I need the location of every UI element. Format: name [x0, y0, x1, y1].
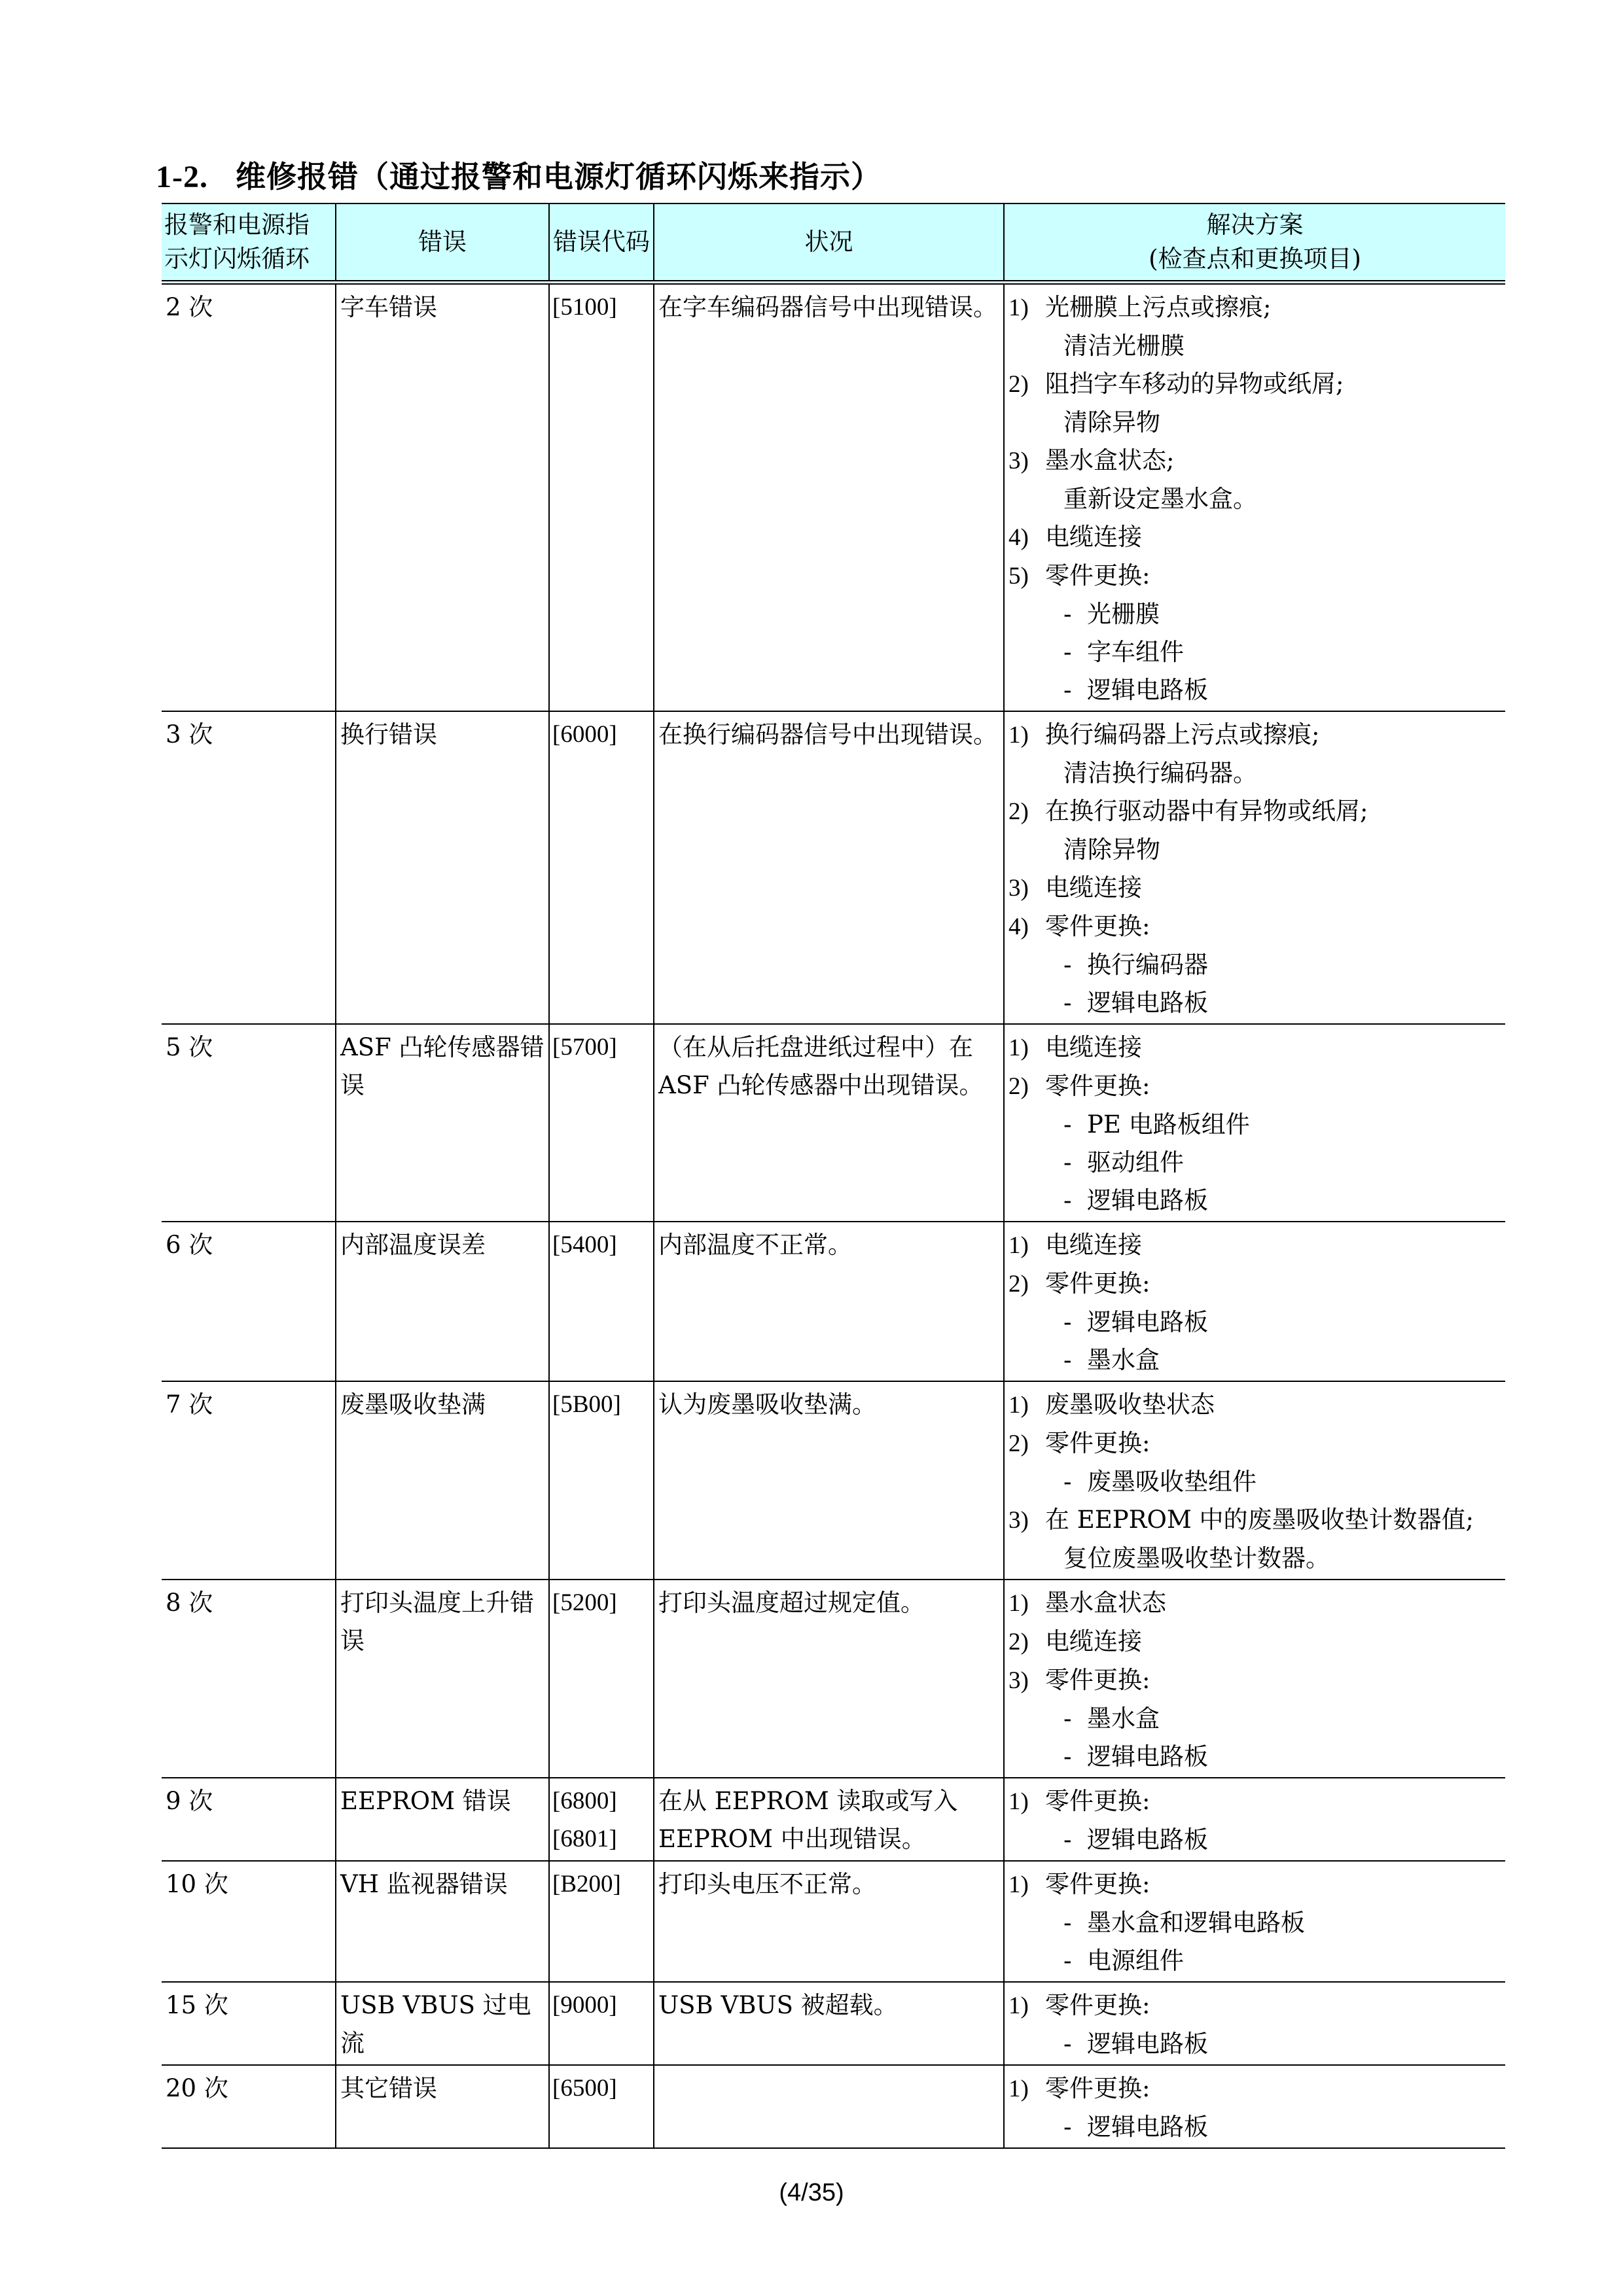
step-number: 1) — [1008, 722, 1029, 749]
error-cell: EEPROM 错误 — [336, 1778, 549, 1861]
step-text: 电缆连接 — [1045, 874, 1142, 902]
section-number: 1-2. — [156, 160, 208, 194]
error-cell: 其它错误 — [336, 2065, 549, 2148]
table-row — [162, 1222, 1505, 1381]
solution-step — [1008, 442, 1501, 480]
table-row — [162, 1024, 1505, 1222]
solution-step — [1008, 1782, 1501, 1821]
table-row — [162, 1778, 1505, 1861]
header-solution: 解决方案 (检查点和更换项目) — [1004, 203, 1505, 283]
step-number: 4) — [1008, 524, 1029, 551]
replacement-part: - 逻辑电路板 — [1008, 1303, 1501, 1341]
step-number: 2) — [1008, 798, 1029, 825]
error-cell: USB VBUS 过电流 — [336, 1982, 549, 2065]
solution-step — [1008, 1623, 1501, 1661]
remedy-action: 清除异物 — [1063, 408, 1160, 436]
step-text: 电缆连接 — [1045, 1627, 1142, 1655]
step-number: 2) — [1008, 1271, 1029, 1298]
blink-count-cell: 15 次 — [162, 1982, 336, 2065]
replacement-part: - PE 电路板组件 — [1008, 1106, 1501, 1144]
error-code: [6000] — [552, 721, 617, 748]
step-text: 电缆连接 — [1045, 523, 1142, 551]
step-number: 5) — [1008, 563, 1029, 590]
page-number: (4/35) — [779, 2179, 844, 2206]
step-text: 零件更换: — [1045, 1787, 1150, 1815]
solution-step — [1008, 557, 1501, 595]
replacement-part: - 电源组件 — [1008, 1942, 1501, 1980]
replacement-part: - 逻辑电路板 — [1008, 2108, 1501, 2146]
replacement-part: - 废墨吸收垫组件 — [1008, 1463, 1501, 1501]
step-text: 零件更换: — [1045, 2074, 1150, 2102]
solution-step — [1008, 1865, 1501, 1904]
replacement-part: - 逻辑电路板 — [1008, 1738, 1501, 1776]
section-title: 维修报错（通过报警和电源灯循环闪烁来指示） — [235, 159, 882, 194]
replacement-part: - 逻辑电路板 — [1008, 1182, 1501, 1220]
blink-count-cell: 2 次 — [162, 283, 336, 712]
solution-step — [1008, 792, 1501, 831]
solution-cell — [1004, 1982, 1505, 2065]
condition-cell: 打印头电压不正常。 — [654, 1861, 1004, 1982]
table-body — [162, 283, 1505, 2149]
solution-cell — [1004, 1861, 1505, 1982]
solution-cell — [1004, 283, 1505, 712]
blink-count-cell: 9 次 — [162, 1778, 336, 1861]
step-text: 墨水盒状态; — [1045, 446, 1175, 474]
step-text: 墨水盒状态 — [1045, 1589, 1166, 1617]
table-row — [162, 711, 1505, 1024]
step-text: 零件更换: — [1045, 1429, 1150, 1457]
remedy-action: 清洁光栅膜 — [1063, 332, 1185, 360]
header-error: 错误 — [336, 203, 549, 283]
solution-cell — [1004, 1381, 1505, 1580]
header-condition: 状况 — [654, 203, 1004, 283]
remedy-action: 重新设定墨水盒。 — [1063, 485, 1257, 513]
error-code-cell — [549, 1778, 654, 1861]
condition-cell: 在从 EEPROM 读取或写入 EEPROM 中出现错误。 — [654, 1778, 1004, 1861]
header-blink-count: 报警和电源指示灯闪烁循环 — [162, 203, 336, 283]
solution-step — [1008, 365, 1501, 404]
solution-cell — [1004, 1580, 1505, 1778]
table-row — [162, 2065, 1505, 2148]
error-cell: 废墨吸收垫满 — [336, 1381, 549, 1580]
error-code-cell — [549, 283, 654, 712]
step-text: 废墨吸收垫状态 — [1045, 1390, 1215, 1419]
step-text: 零件更换: — [1045, 1072, 1150, 1100]
error-code-cell — [549, 711, 654, 1024]
step-number: 1) — [1008, 1392, 1029, 1419]
replacement-part: - 光栅膜 — [1008, 595, 1501, 633]
step-number: 1) — [1008, 1232, 1029, 1259]
replacement-part: - 逻辑电路板 — [1008, 671, 1501, 709]
step-text: 零件更换: — [1045, 1666, 1150, 1694]
error-code: [B200] — [552, 1871, 621, 1898]
step-text: 零件更换: — [1045, 1870, 1150, 1898]
step-text: 电缆连接 — [1045, 1231, 1142, 1259]
solution-step — [1008, 1424, 1501, 1463]
blink-count-cell: 10 次 — [162, 1861, 336, 1982]
solution-step — [1008, 1661, 1501, 1700]
step-text: 光栅膜上污点或擦痕; — [1045, 293, 1272, 321]
step-number: 3) — [1008, 1507, 1029, 1534]
solution-step — [1008, 1386, 1501, 1424]
solution-step — [1008, 908, 1501, 946]
solution-cell — [1004, 1024, 1505, 1222]
remedy-action: 复位废墨吸收垫计数器。 — [1063, 1544, 1330, 1572]
condition-cell: （在从后托盘进纸过程中）在 ASF 凸轮传感器中出现错误。 — [654, 1024, 1004, 1222]
replacement-part: - 墨水盒 — [1008, 1341, 1501, 1379]
error-code-cell — [549, 1861, 654, 1982]
error-code: [5700] — [552, 1034, 617, 1061]
solution-cell — [1004, 1778, 1505, 1861]
blink-count-cell: 5 次 — [162, 1024, 336, 1222]
step-text: 零件更换: — [1045, 561, 1150, 590]
step-number: 2) — [1008, 371, 1029, 398]
condition-cell: 在换行编码器信号中出现错误。 — [654, 711, 1004, 1024]
error-cell: 换行错误 — [336, 711, 549, 1024]
step-number: 1) — [1008, 294, 1029, 321]
solution-step — [1008, 1067, 1501, 1106]
replacement-part: - 墨水盒 — [1008, 1700, 1501, 1738]
solution-step — [1008, 1265, 1501, 1303]
blink-count-cell: 6 次 — [162, 1222, 336, 1381]
error-code-cell — [549, 1222, 654, 1381]
solution-step — [1008, 2070, 1501, 2108]
error-code: [5200] — [552, 1589, 617, 1616]
blink-count-cell: 7 次 — [162, 1381, 336, 1580]
error-cell: ASF 凸轮传感器错误 — [336, 1024, 549, 1222]
step-text: 阻挡字车移动的异物或纸屑; — [1045, 370, 1344, 398]
step-number: 2) — [1008, 1073, 1029, 1100]
page-title — [156, 153, 882, 196]
step-text: 电缆连接 — [1045, 1033, 1142, 1061]
replacement-part: - 字车组件 — [1008, 633, 1501, 671]
step-number: 3) — [1008, 875, 1029, 902]
blink-count-cell: 8 次 — [162, 1580, 336, 1778]
error-code-cell — [549, 1982, 654, 2065]
error-table — [162, 203, 1505, 2149]
solution-step — [1008, 1226, 1501, 1265]
solution-step — [1008, 1029, 1501, 1067]
table-row — [162, 1580, 1505, 1778]
error-cell: 打印头温度上升错误 — [336, 1580, 549, 1778]
error-cell: 字车错误 — [336, 283, 549, 712]
replacement-part: - 换行编码器 — [1008, 946, 1501, 984]
table-row — [162, 1861, 1505, 1982]
solution-step — [1008, 1584, 1501, 1623]
replacement-part: - 墨水盒和逻辑电路板 — [1008, 1904, 1501, 1942]
error-cell: 内部温度误差 — [336, 1222, 549, 1381]
table-header-row — [162, 203, 1505, 283]
error-code: [5B00] — [552, 1391, 621, 1418]
condition-cell: 打印头温度超过规定值。 — [654, 1580, 1004, 1778]
blink-count-cell: 20 次 — [162, 2065, 336, 2148]
condition-cell — [654, 2065, 1004, 2148]
error-code-cell — [549, 1381, 654, 1580]
blink-count-cell: 3 次 — [162, 711, 336, 1024]
condition-cell: 内部温度不正常。 — [654, 1222, 1004, 1381]
table-row — [162, 1982, 1505, 2065]
error-code: [6500] — [552, 2075, 617, 2102]
step-number: 1) — [1008, 2075, 1029, 2102]
step-number: 2) — [1008, 1629, 1029, 1655]
step-text: 零件更换: — [1045, 912, 1150, 940]
step-number: 1) — [1008, 1034, 1029, 1061]
error-code: [5100] — [552, 294, 617, 321]
header-error-code: 错误代码 — [549, 203, 654, 283]
step-number: 1) — [1008, 1871, 1029, 1898]
solution-step — [1008, 1987, 1501, 2025]
table-row — [162, 1381, 1505, 1580]
step-number: 3) — [1008, 448, 1029, 474]
solution-cell — [1004, 711, 1505, 1024]
step-text: 在 EEPROM 中的废墨吸收垫计数器值; — [1045, 1506, 1474, 1534]
condition-cell: USB VBUS 被超载。 — [654, 1982, 1004, 2065]
solution-cell — [1004, 2065, 1505, 2148]
solution-step — [1008, 716, 1501, 754]
step-number: 2) — [1008, 1430, 1029, 1457]
step-text: 在换行驱动器中有异物或纸屑; — [1045, 797, 1368, 825]
condition-cell: 认为废墨吸收垫满。 — [654, 1381, 1004, 1580]
solution-step — [1008, 518, 1501, 557]
condition-cell: 在字车编码器信号中出现错误。 — [654, 283, 1004, 712]
step-number: 4) — [1008, 913, 1029, 940]
error-code-cell — [549, 2065, 654, 2148]
table-row — [162, 283, 1505, 712]
replacement-part: - 驱动组件 — [1008, 1144, 1501, 1182]
replacement-part: - 逻辑电路板 — [1008, 2025, 1501, 2063]
step-text: 零件更换: — [1045, 1269, 1150, 1298]
error-code-cell — [549, 1580, 654, 1778]
solution-step — [1008, 289, 1501, 327]
step-number: 1) — [1008, 1992, 1029, 2019]
step-number: 1) — [1008, 1590, 1029, 1617]
remedy-action: 清除异物 — [1063, 836, 1160, 864]
solution-step — [1008, 1501, 1501, 1540]
error-code: [6801] — [552, 1826, 617, 1852]
replacement-part: - 逻辑电路板 — [1008, 1821, 1501, 1859]
step-text: 换行编码器上污点或擦痕; — [1045, 720, 1320, 749]
error-cell: VH 监视器错误 — [336, 1861, 549, 1982]
step-number: 3) — [1008, 1667, 1029, 1694]
error-code: [5400] — [552, 1231, 617, 1258]
replacement-part: - 逻辑电路板 — [1008, 984, 1501, 1022]
step-number: 1) — [1008, 1788, 1029, 1815]
error-code: [6800] — [552, 1788, 617, 1814]
error-code-cell — [549, 1024, 654, 1222]
solution-step — [1008, 869, 1501, 908]
step-text: 零件更换: — [1045, 1991, 1150, 2019]
error-code: [9000] — [552, 1992, 617, 2019]
remedy-action: 清洁换行编码器。 — [1063, 759, 1257, 787]
solution-cell — [1004, 1222, 1505, 1381]
